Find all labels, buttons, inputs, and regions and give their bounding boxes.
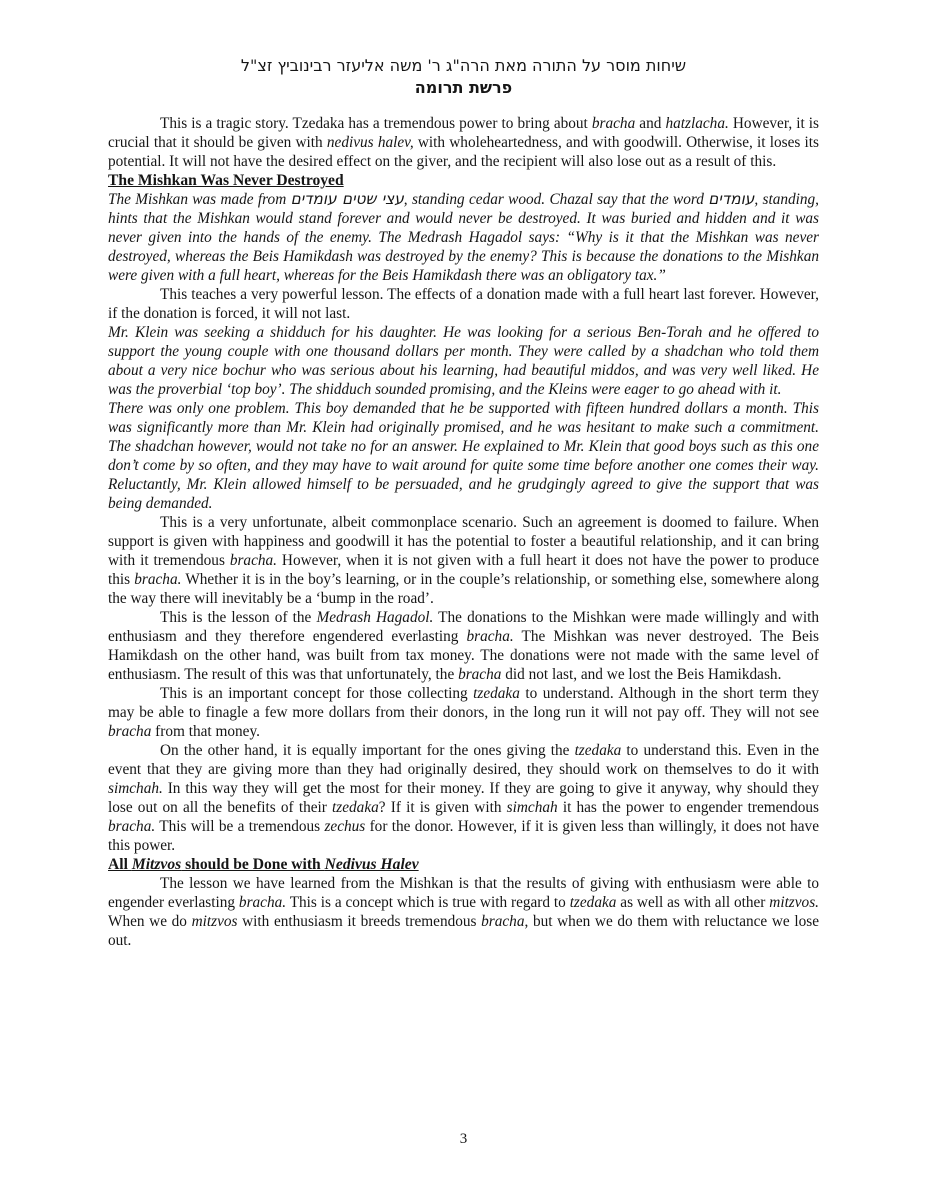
text-run: ? If it is given with — [378, 799, 507, 816]
text-run: The Mishkan Was Never Destroyed — [108, 172, 344, 189]
text-run: Mitzvos — [131, 856, 182, 873]
text-run: There was only one problem. This boy demanded that he be supported with fifteen hundred dollars a month. This was significantly more than Mr. Klein had originally promised, and he was hesitant to make such a commitment. The shadchan however, would not take no for an answer. He explained to Mr. Klein that good boys such as this one don’t come by so often, and they may have to wait around for quite some time before another one comes their way. Reluctantly, Mr. Klein allowed himself to be persuaded, and he grudgingly agreed to give the support that was being demanded. — [108, 400, 819, 512]
text-run: with enthusiasm it breeds tremendous — [237, 913, 482, 930]
section-heading — [108, 171, 819, 190]
text-run: This is a very unfortunate, albeit commonplace scenario. Such an agreement is doomed to failure. When support is given with happiness and goodwill it has the potential to foster a beautiful relationship, and it can bring with it tremendous — [108, 514, 819, 569]
text-run: עצי שטים עומדים — [290, 190, 404, 208]
text-run: The Mishkan was made from — [108, 191, 291, 208]
text-run: hatzlacha. — [665, 115, 729, 132]
text-run: tzedaka — [332, 799, 379, 816]
text-run: bracha — [458, 666, 502, 683]
body-paragraph — [108, 874, 819, 950]
text-run: from that money. — [151, 723, 260, 740]
text-run: bracha. — [238, 894, 287, 911]
section-heading — [108, 855, 819, 874]
text-run: bracha — [591, 115, 636, 132]
text-run: This is an important concept for those collecting — [160, 685, 474, 702]
text-run: tzedaka — [473, 685, 520, 702]
text-run: , standing, hints that the Mishkan would stand forever and would never be destroyed. It was buried and hidden and it was never given into the hands of the enemy. The Medrash Hagadol says: “Why is it that the Mishkan was never destroyed, whereas the Beis Hamikdash was destroyed by the enemy? This is because the donations to the Mishkan were given with a full heart, whereas for the Beis Hamikdash there was an obligatory tax.” — [108, 191, 820, 284]
text-run: it has the power to engender tremendous — [557, 799, 819, 816]
text-run: to understand. Although in the short term they may be able to finagle a few more dollars from their donors, in the long run it will not pay off. They will not see — [108, 685, 819, 721]
text-run: In this way they will get the most for their money. If they are going to give it anyway, why should they lose out on all the benefits of their — [108, 780, 819, 816]
text-run: When we do — [108, 913, 192, 930]
text-run: simchah — [506, 799, 558, 816]
text-run: The donations to the Mishkan were made willingly and with enthusiasm and they therefore engendered everlasting — [108, 609, 819, 645]
text-run: Whether it is in the boy’s learning, or in the couple’s relationship, or something else, somewhere along the way there will inevitably be a ‘bump in the road’. — [108, 571, 819, 607]
text-run: did not last, and we lost the Beis Hamikdash. — [501, 666, 782, 683]
text-run: The Mishkan was never destroyed. The Beis Hamikdash on the other hand, was built from tax money. The donations were not made with the same level of enthusiasm. The result of this was that unfortunately, the — [108, 628, 819, 683]
text-run: This is a concept which is true with regard to — [286, 894, 570, 911]
body-paragraph — [108, 114, 819, 171]
text-run: bracha. — [466, 628, 514, 645]
text-run: This is a tragic story. Tzedaka has a tremendous power to bring about — [160, 115, 592, 132]
text-run: bracha — [481, 913, 525, 930]
text-run: On the other hand, it is equally important for the ones giving the — [160, 742, 575, 759]
text-run: Nedivus Halev — [324, 856, 419, 873]
text-run: This will be a tremendous — [155, 818, 325, 835]
text-run: However, when it is not given with a full heart it does not have the power to produce this — [108, 552, 819, 588]
text-run: , but when we do them with reluctance we lose out. — [108, 913, 819, 949]
text-run: bracha. — [108, 818, 156, 835]
parsha-title: פרשת תרומה — [414, 78, 513, 97]
text-run: for the donor. However, if it is given less than willingly, it does not have this power. — [108, 818, 819, 854]
text-run: with wholeheartedness, and with goodwill. Otherwise, it loses its potential. It will not have the desired effect on the giver, and the recipient will also lose out as a result of this. — [108, 134, 819, 170]
text-run: mitzvos. — [769, 894, 819, 911]
text-run: Medrash Hagadol. — [316, 609, 434, 626]
header-title: שיחות מוסר על התורה מאת הרה"ג ר' משה אליעזר רבינוביץ זצ"ל — [240, 56, 687, 75]
text-run: should be Done with — [181, 856, 325, 873]
block-quote — [108, 190, 819, 285]
block-quote — [108, 323, 819, 399]
text-run: bracha — [108, 723, 152, 740]
page-footer — [0, 1131, 927, 1148]
text-run: tzedaka — [574, 742, 622, 759]
body-paragraph — [108, 285, 819, 323]
text-run: as well as with all other — [616, 894, 770, 911]
document-header — [108, 55, 819, 98]
text-run: This teaches a very powerful lesson. The effects of a donation made with a full heart last forever. However, if the donation is forced, it will not last. — [108, 286, 819, 322]
text-run: bracha. — [229, 552, 277, 569]
page-number: 3 — [459, 1131, 468, 1147]
text-run: zechus — [324, 818, 366, 835]
text-run: mitzvos — [191, 913, 238, 930]
body-paragraph — [108, 513, 819, 608]
text-run: However, it is crucial that it should be given with — [108, 115, 820, 151]
text-run: nedivus halev, — [326, 134, 414, 151]
body-paragraph — [108, 741, 819, 855]
text-run: All — [108, 856, 132, 873]
text-run: The lesson we have learned from the Mishkan is that the results of giving with enthusiasm were able to engender everlasting — [108, 875, 819, 911]
body-paragraph — [108, 608, 819, 684]
text-run: tzedaka — [569, 894, 617, 911]
text-run: This is the lesson of the — [160, 609, 317, 626]
body-paragraph — [108, 684, 819, 741]
document-body — [108, 114, 819, 950]
text-run: , standing cedar wood. Chazal say that the word — [403, 191, 709, 208]
text-run: and — [635, 115, 666, 132]
text-run: עומדים — [708, 190, 755, 208]
text-run: simchah. — [108, 780, 163, 797]
text-run: bracha. — [134, 571, 182, 588]
text-run: Mr. Klein was seeking a shidduch for his daughter. He was looking for a serious Ben-Torah and he offered to support the young couple with one thousand dollars per month. They were called by a shadchan who told them about a very nice bochur who was serious about his learning, had beautiful middos, and was very well liked. He was the proverbial ‘top boy’. The shidduch sounded promising, and the Kleins were eager to go ahead with it. — [108, 324, 819, 398]
text-run: to understand this. Even in the event that they are giving more than they had originally desired, they should work on themselves to do it with — [108, 742, 820, 778]
block-quote — [108, 399, 819, 513]
